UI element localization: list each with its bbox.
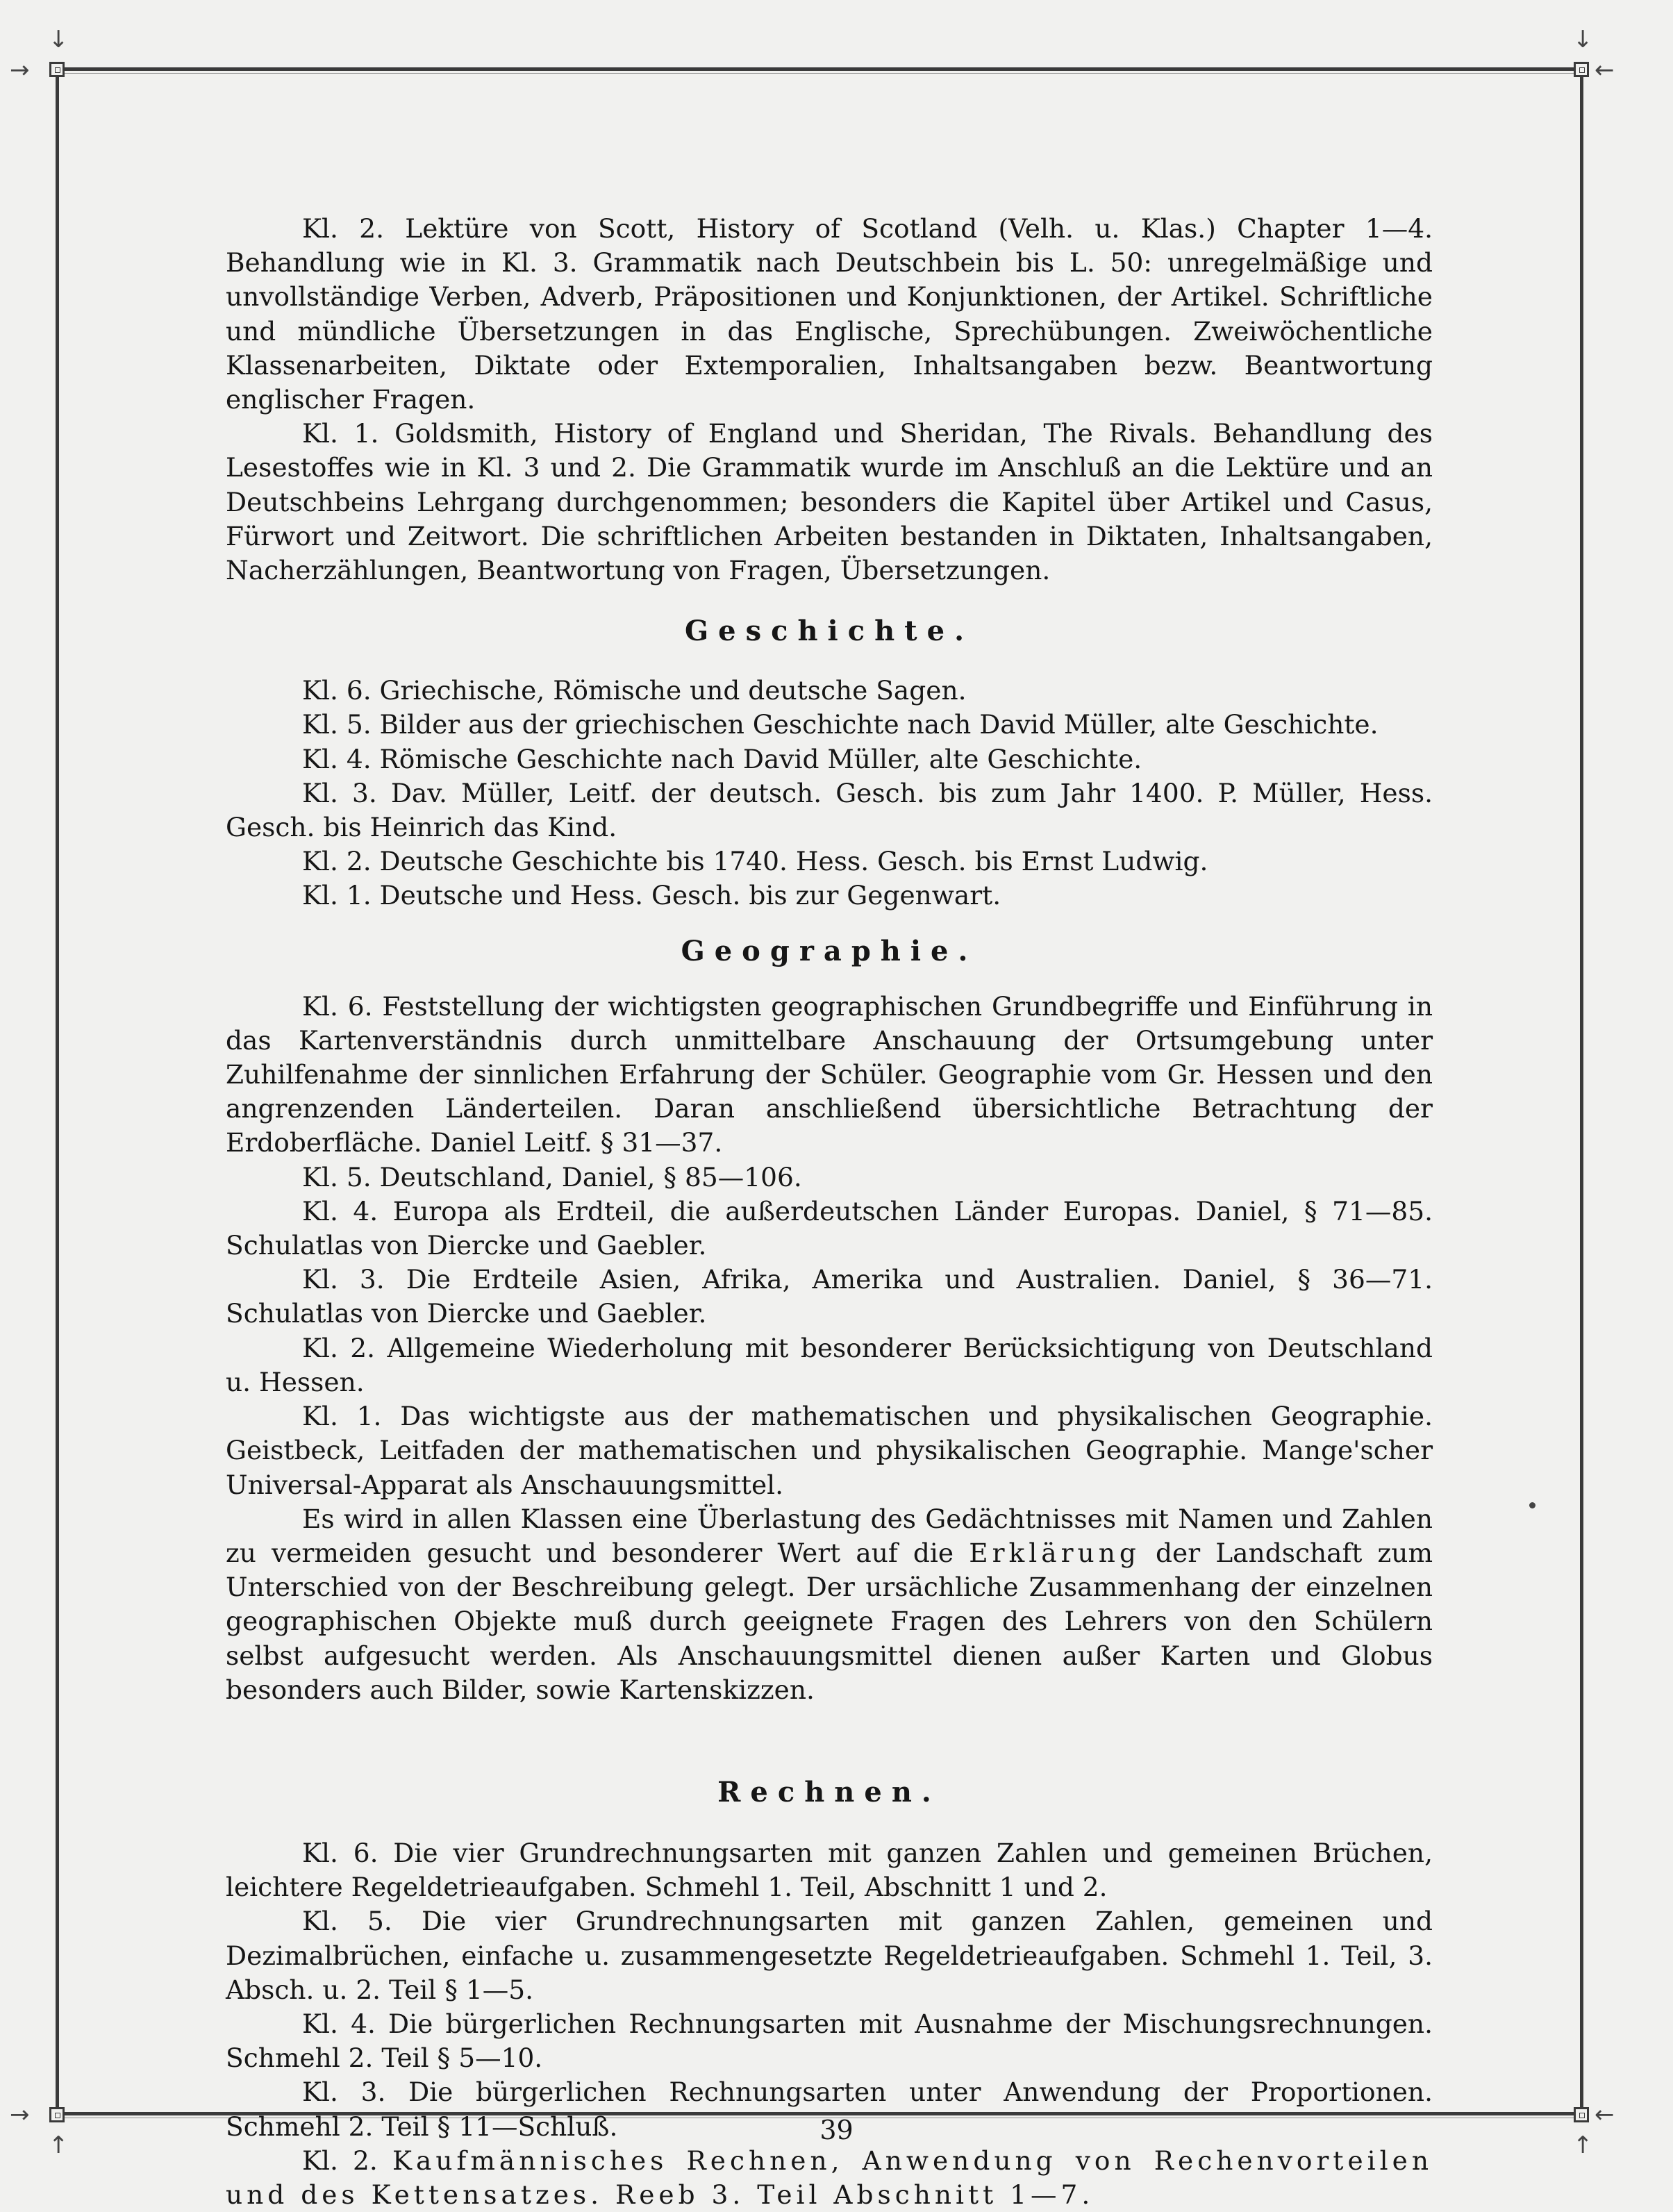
note-emphasis-erklaerung: Erklärung	[969, 1537, 1140, 1568]
paragraph-geschichte-kl6: Kl. 6. Griechische, Römische und deutsche Sagen.	[302, 675, 967, 706]
paragraph-geographie-kl6: Kl. 6. Feststellung der wichtigsten geographischen Grundbegriffe und Einführung in das Kartenverständnis durch unmittelbare Anschauung der Ortsumgebung unter Zuhilfenahme der sinnlichen Erfahrung der Schüler. Geographie vom Gr. Hessen und den angrenzenden Länderteilen. Daran anschließend übersichtliche Betrachtung der Erdoberfläche. Daniel Leitf. § 31—37.	[226, 990, 1433, 1158]
paragraph-englisch-kl2: Kl. 2. Lektüre von Scott, History of Scotland (Velh. u. Klas.) Chapter 1—4. Behandlung wie in Kl. 3. Grammatik nach Deutschbein bis L. 50: unregelmäßige und unvollständige Verben, Adverb, Präpositionen und Konjunktionen, der Artikel. Schriftliche und mündliche Übersetzungen in das Englische, Sprechübungen. Zweiwöchentliche Klassenarbeiten, Diktate oder Extemporalien, Inhaltsangaben bezw. Beantwortung englischer Fragen.	[226, 213, 1433, 415]
frame-left-rule	[56, 69, 59, 2117]
paragraph-rechnen-kl5: Kl. 5. Die vier Grundrechnungsarten mit ganzen Zahlen, gemeinen und Dezimalbrüchen, einfache u. zusammengesetzte Regeldetrieaufgaben. Schmehl 1. Teil, 3. Absch. u. 2. Teil § 1—5.	[226, 1906, 1433, 2005]
class-label: Kl. 2.	[302, 2145, 378, 2176]
paragraph-geographie-kl4: Kl. 4. Europa als Erdteil, die außerdeutschen Länder Europas. Daniel, § 71—85. Schulatlas von Diercke und Gaebler.	[226, 1195, 1433, 1261]
paragraph-geschichte-kl4: Kl. 4. Römische Geschichte nach David Müller, alte Geschichte.	[302, 743, 1142, 774]
paragraph-geschichte-kl1: Kl. 1. Deutsche und Hess. Gesch. bis zur Gegenwart.	[302, 880, 1001, 911]
paragraph-geschichte-kl3: Kl. 3. Dav. Müller, Leitf. der deutsch. Gesch. bis zum Jahr 1400. P. Müller, Hess. Gesch. bis Heinrich das Kind.	[226, 777, 1433, 843]
paragraph-geographie-kl3: Kl. 3. Die Erdteile Asien, Afrika, Amerika und Australien. Daniel, § 36—71. Schulatlas von Diercke und Gaebler.	[226, 1264, 1433, 1329]
paragraph-geschichte-kl2: Kl. 2. Deutsche Geschichte bis 1740. Hess. Gesch. bis Ernst Ludwig.	[302, 846, 1208, 877]
arrow-ornament-icon: ↓	[1573, 26, 1593, 53]
arrow-ornament-icon: ↑	[49, 2131, 69, 2159]
heading-geschichte: Geschichte.	[684, 615, 974, 648]
arrow-ornament-icon: →	[10, 2101, 30, 2129]
corner-ornament-top-left	[49, 62, 65, 77]
note-text-end: der Landschaft zum Unterschied von der Beschreibung gelegt. Der ursächliche Zusammenhang der einzelnen geographischen Objekte muß durch geeignete Fragen des Lehrers von den Schülern selbst aufgesucht werden. Als Anschauungsmittel dienen außer Karten und Globus besonders auch Bilder, sowie Kartenskizzen.	[226, 1537, 1433, 1705]
paragraph-rechnen-kl4: Kl. 4. Die bürgerlichen Rechnungsarten mit Ausnahme der Mischungsrechnungen. Schmehl 2. Teil § 5—10.	[226, 2008, 1433, 2074]
arrow-ornament-icon: ←	[1595, 56, 1615, 84]
paragraph-rechnen-kl3: Kl. 3. Die bürgerlichen Rechnungsarten unter Anwendung der Proportionen. Schmehl 2. Teil § 11—Schluß.	[226, 2077, 1433, 2142]
emphasis-kaufmaennisches-rechnen: Kaufmännisches Rechnen, Anwendung von Rechenvorteilen und des Kettensatzes. Reeb 3. Teil Abschnitt 1—7.	[226, 2145, 1433, 2210]
frame-top-rule	[51, 67, 1584, 71]
heading-rechnen: Rechnen.	[717, 1775, 941, 1808]
ink-speck	[1529, 1502, 1535, 1508]
page-content	[226, 212, 1433, 2212]
paragraph-geschichte-kl5: Kl. 5. Bilder aus der griechischen Geschichte nach David Müller, alte Geschichte.	[302, 709, 1379, 740]
corner-ornament-top-right	[1574, 62, 1589, 77]
arrow-ornament-icon: ←	[1595, 2101, 1615, 2129]
paragraph-rechnen-kl6: Kl. 6. Die vier Grundrechnungsarten mit ganzen Zahlen und gemeinen Brüchen, leichtere Regeldetrieaufgaben. Schmehl 1. Teil, Abschnitt 1 und 2.	[226, 1837, 1433, 1903]
paragraph-geographie-kl5: Kl. 5. Deutschland, Daniel, § 85—106.	[302, 1161, 802, 1192]
paragraph-rechnen-kl2	[226, 2144, 1433, 2212]
frame-right-rule	[1580, 69, 1583, 2117]
arrow-ornament-icon: ↓	[49, 26, 69, 53]
paragraph-geographie-kl2: Kl. 2. Allgemeine Wiederholung mit besonderer Berücksichtigung von Deutschland u. Hessen.	[226, 1332, 1433, 1397]
paragraph-geographie-kl1: Kl. 1. Das wichtigste aus der mathematischen und physikalischen Geographie. Geistbeck, Leitfaden der mathematischen und physikalischen Geographie. Mange'scher Universal-Apparat als Anschauungsmittel.	[226, 1401, 1433, 1500]
note-text-start: Es wird in allen Klassen eine Überlastung des Gedächtnisses mit Namen und Zahlen zu vermeiden gesucht und besonderer Wert auf die	[226, 1503, 1433, 1568]
paragraph-geographie-note	[226, 1502, 1433, 1707]
arrow-ornament-icon: →	[10, 56, 30, 84]
paragraph-englisch-kl1: Kl. 1. Goldsmith, History of England und Sheridan, The Rivals. Behandlung des Lesestoffes wie in Kl. 3 und 2. Die Grammatik wurde im Anschluß an die Lektüre und an Deutschbeins Lehrgang durchgenommen; besonders die Kapitel über Artikel und Casus, Fürwort und Zeitwort. Die schriftlichen Arbeiten bestanden in Diktaten, Inhaltsangaben, Nacherzählungen, Beantwortung von Fragen, Übersetzungen.	[226, 418, 1433, 586]
page-number: 39	[819, 2115, 854, 2145]
arrow-ornament-icon: ↑	[1573, 2131, 1593, 2159]
heading-geographie: Geographie.	[681, 934, 978, 967]
